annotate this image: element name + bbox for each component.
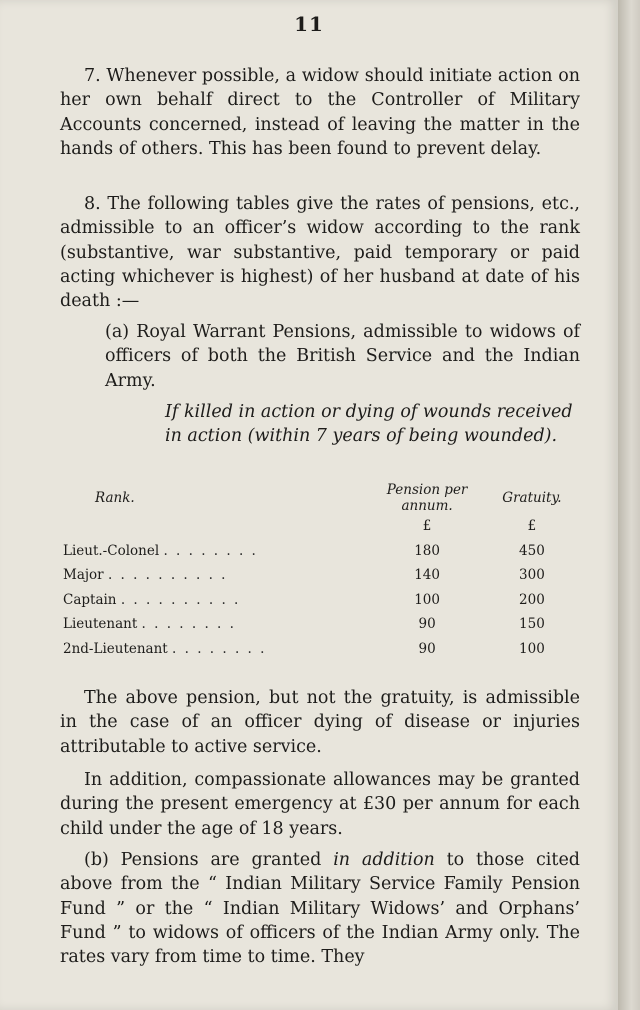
paragraph-b-italic: in addition (333, 850, 435, 870)
paragraph-7-text: 7. Whenever possible, a widow should initiate action on her own behalf direct to the Controller of Military Accounts concerned, instead of leaving the matter in the hands of others. This has been found to prevent delay. (60, 66, 580, 159)
gratuity-value: 450 (519, 542, 545, 559)
leader-dots: . . . . . . . . (163, 542, 258, 559)
page-edge (618, 0, 640, 1010)
gratuity-value: 100 (519, 640, 545, 657)
table-row (60, 539, 580, 564)
italic-note (60, 400, 580, 449)
paragraph-addition (60, 768, 580, 841)
table-units-row (60, 514, 580, 539)
table-row (60, 612, 580, 637)
rank-name: Major (63, 567, 104, 584)
paragraph-b-start: (b) Pensions are granted (84, 850, 322, 870)
pension-table (60, 482, 580, 661)
header-pension: Pension per annum. (386, 482, 468, 514)
pension-value: 100 (414, 591, 440, 608)
paragraph-8-text: 8. The following tables give the rates of pensions, etc., admissible to an officer’s widow according to the rank (substantive, war substantive, paid temporary or paid acting whichever is highest) of her husband at date of his death :— (60, 194, 580, 312)
paragraph-above-text: The above pension, but not the gratuity, is admissible in the case of an officer dying of disease or injuries attributable to active service. (60, 688, 580, 757)
subsection-a-text: (a) Royal Warrant Pensions, admissible to widows of officers of both the British Service and the Indian Army. (105, 322, 580, 391)
unit-pension: £ (422, 518, 432, 535)
header-rank: Rank. (95, 490, 135, 506)
leader-dots: . . . . . . . . (172, 640, 267, 657)
subsection-a (60, 320, 580, 393)
table-row (60, 563, 580, 588)
paragraph-7 (60, 64, 580, 161)
table-row (60, 637, 580, 662)
unit-gratuity: £ (527, 518, 537, 535)
pension-value: 90 (418, 616, 436, 633)
rank-name: Lieut.-Colonel (63, 542, 160, 559)
page-number: 11 (294, 12, 324, 36)
paragraph-b (60, 848, 580, 969)
paragraph-8 (60, 192, 580, 313)
italic-note-text: If killed in action or dying of wounds received in action (within 7 years of being wounded). (165, 402, 573, 447)
paragraph-b-rest: to those cited above from the “ Indian Military Service Family Pension Fund ” or the “ Indian Military Widows’ and Orphans’ Fund ” to widows of officers of the Indian Army only. The rates vary from time to time. They (60, 850, 580, 968)
paragraph-above (60, 686, 580, 759)
paragraph-addition-text: In addition, compassionate allowances may be granted during the present emergency at £30 per annum for each child under the age of 18 years. (60, 770, 580, 839)
leader-dots: . . . . . . . . . . (107, 567, 228, 584)
rank-name: 2nd-Lieutenant (63, 640, 168, 657)
pension-value: 90 (418, 640, 436, 657)
rank-name: Captain (63, 591, 117, 608)
paragraph-b-text (60, 848, 580, 969)
leader-dots: . . . . . . . . (141, 616, 236, 633)
gratuity-value: 300 (519, 567, 545, 584)
leader-dots: . . . . . . . . . . (120, 591, 241, 608)
table-row (60, 588, 580, 613)
rank-name: Lieutenant (63, 616, 138, 633)
gratuity-value: 200 (519, 591, 545, 608)
pension-value: 180 (414, 542, 440, 559)
table-header-row (60, 482, 580, 514)
gratuity-value: 150 (519, 616, 545, 633)
header-gratuity: Gratuity. (502, 490, 562, 506)
pension-value: 140 (414, 567, 440, 584)
